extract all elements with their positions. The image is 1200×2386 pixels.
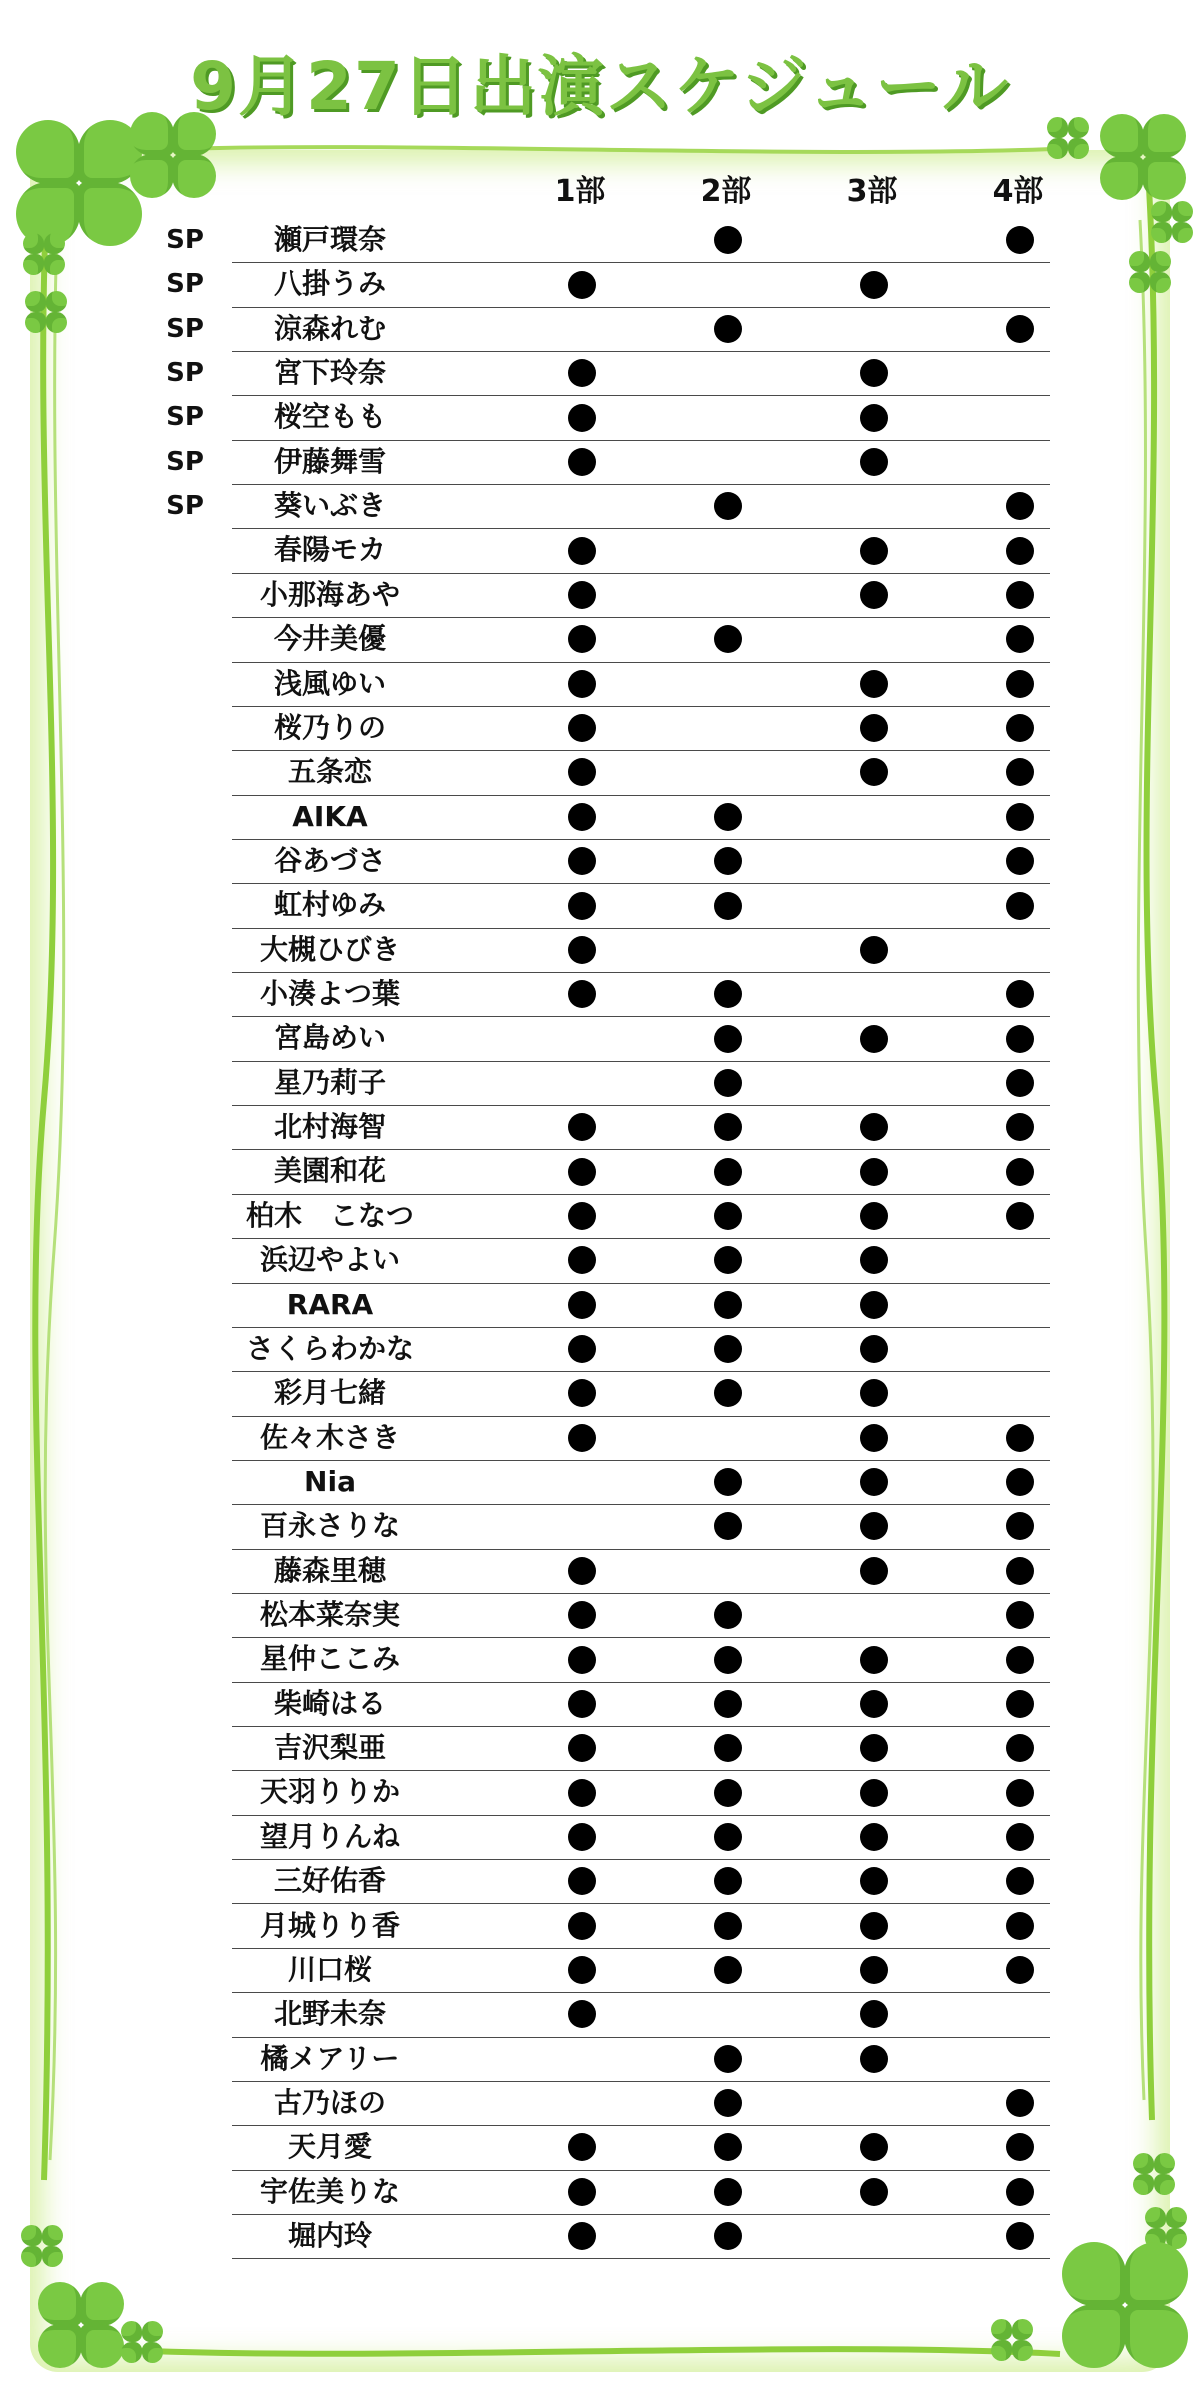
attendance-dot-part4 <box>1006 1912 1034 1940</box>
table-row <box>0 264 1200 308</box>
attendance-dot-part1 <box>568 359 596 387</box>
performer-name: 松本菜奈実 <box>259 1598 400 1632</box>
performer-name: 古乃ほの <box>273 2085 386 2119</box>
table-row <box>0 1772 1200 1816</box>
attendance-dot-part3 <box>860 448 888 476</box>
attendance-dot-part4 <box>1006 1557 1034 1585</box>
attendance-dot-part2 <box>714 1246 742 1274</box>
attendance-dot-part3 <box>860 404 888 432</box>
table-row <box>0 1728 1200 1772</box>
table-row <box>0 1906 1200 1950</box>
attendance-dot-part3 <box>860 1779 888 1807</box>
attendance-dot-part2 <box>714 1202 742 1230</box>
attendance-dot-part1 <box>568 714 596 742</box>
table-row <box>0 2172 1200 2216</box>
table-row <box>0 797 1200 841</box>
attendance-dot-part1 <box>568 1291 596 1319</box>
attendance-dot-part1 <box>568 271 596 299</box>
row-divider <box>232 1327 1050 1328</box>
row-divider <box>232 1504 1050 1505</box>
performer-name: RARA <box>286 1287 374 1321</box>
attendance-dot-part2 <box>714 892 742 920</box>
attendance-dot-part4 <box>1006 1025 1034 1053</box>
row-divider <box>232 662 1050 663</box>
attendance-dot-part3 <box>860 670 888 698</box>
attendance-dot-part3 <box>860 1335 888 1363</box>
row-divider <box>232 1371 1050 1372</box>
performer-name: 北野未奈 <box>273 1997 386 2031</box>
attendance-dot-part3 <box>860 1690 888 1718</box>
column-header-part3: 3部 <box>846 174 898 209</box>
performer-name: 浅風ゆい <box>273 666 386 700</box>
attendance-dot-part4 <box>1006 892 1034 920</box>
table-row <box>0 1418 1200 1462</box>
sp-label: SP <box>166 313 204 344</box>
attendance-dot-part1 <box>568 1823 596 1851</box>
attendance-dot-part3 <box>860 1867 888 1895</box>
attendance-dot-part4 <box>1006 625 1034 653</box>
attendance-dot-part1 <box>568 936 596 964</box>
performer-name: AIKA <box>292 799 368 833</box>
row-divider <box>232 1416 1050 1417</box>
attendance-dot-part4 <box>1006 670 1034 698</box>
attendance-dot-part2 <box>714 625 742 653</box>
table-row <box>0 486 1200 530</box>
performer-name: 瀬戸環奈 <box>273 223 386 256</box>
attendance-dot-part4 <box>1006 847 1034 875</box>
row-divider <box>232 1016 1050 1017</box>
attendance-dot-part2 <box>714 1025 742 1053</box>
performer-name: 小那海あや <box>259 577 400 611</box>
attendance-dot-part1 <box>568 1912 596 1940</box>
attendance-dot-part1 <box>568 892 596 920</box>
performer-name: 桜空もも <box>273 400 386 434</box>
attendance-dot-part2 <box>714 2222 742 2250</box>
row-divider <box>232 1859 1050 1860</box>
attendance-dot-part4 <box>1006 1823 1034 1851</box>
table-row <box>0 1462 1200 1506</box>
row-divider <box>232 1149 1050 1150</box>
performer-name: 百永さりな <box>259 1509 400 1543</box>
attendance-dot-part4 <box>1006 1690 1034 1718</box>
attendance-dot-part3 <box>860 1557 888 1585</box>
table-row <box>0 2216 1200 2260</box>
attendance-dot-part3 <box>860 1379 888 1407</box>
attendance-dot-part4 <box>1006 1734 1034 1762</box>
performer-name: 虹村ゆみ <box>273 888 386 922</box>
sp-label: SP <box>166 446 204 477</box>
attendance-dot-part1 <box>568 1690 596 1718</box>
performer-name: 柏木 こなつ <box>245 1198 414 1232</box>
attendance-dot-part2 <box>714 492 742 520</box>
row-divider <box>232 2170 1050 2171</box>
attendance-dot-part2 <box>714 315 742 343</box>
table-row <box>0 1817 1200 1861</box>
attendance-dot-part3 <box>860 2000 888 2028</box>
table-row <box>0 1551 1200 1595</box>
attendance-dot-part3 <box>860 1291 888 1319</box>
attendance-dot-part1 <box>568 1113 596 1141</box>
row-divider <box>232 839 1050 840</box>
performer-name: 月城りり香 <box>259 1908 400 1942</box>
row-divider <box>232 2125 1050 2126</box>
attendance-dot-part4 <box>1006 714 1034 742</box>
row-divider <box>232 1549 1050 1550</box>
table-row <box>0 2039 1200 2083</box>
attendance-dot-part2 <box>714 1468 742 1496</box>
row-divider <box>232 2081 1050 2082</box>
row-divider <box>232 1992 1050 1993</box>
attendance-dot-part1 <box>568 537 596 565</box>
performer-name: 浜辺やよい <box>259 1243 400 1277</box>
attendance-dot-part1 <box>568 1424 596 1452</box>
attendance-dot-part2 <box>714 1867 742 1895</box>
attendance-dot-part2 <box>714 1335 742 1363</box>
attendance-dot-part2 <box>714 1512 742 1540</box>
performer-name: 宮下玲奈 <box>273 356 386 390</box>
attendance-dot-part4 <box>1006 980 1034 1008</box>
row-divider <box>232 1061 1050 1062</box>
table-row <box>0 752 1200 796</box>
performer-name: 葵いぶき <box>273 489 386 523</box>
attendance-dot-part2 <box>714 2089 742 2117</box>
table-row <box>0 1639 1200 1683</box>
attendance-dot-part3 <box>860 1202 888 1230</box>
attendance-dot-part3 <box>860 1956 888 1984</box>
table-row <box>0 442 1200 486</box>
performer-name: 佐々木さき <box>259 1420 400 1454</box>
performer-name: 藤森里穂 <box>273 1553 386 1587</box>
performer-name: 彩月七緒 <box>273 1376 386 1410</box>
table-row <box>0 1196 1200 1240</box>
performer-name: 五条恋 <box>287 755 372 789</box>
attendance-dot-part4 <box>1006 758 1034 786</box>
attendance-dot-part3 <box>860 714 888 742</box>
performer-name: 桜乃りの <box>273 710 386 744</box>
attendance-dot-part4 <box>1006 537 1034 565</box>
table-row <box>0 220 1200 264</box>
attendance-dot-part2 <box>714 1823 742 1851</box>
row-divider <box>232 1460 1050 1461</box>
attendance-dot-part1 <box>568 803 596 831</box>
attendance-dot-part2 <box>714 1690 742 1718</box>
table-row <box>0 930 1200 974</box>
attendance-dot-part4 <box>1006 1956 1034 1984</box>
performer-name: 涼森れむ <box>273 311 386 345</box>
sp-label: SP <box>166 225 204 255</box>
performer-name: 伊藤舞雪 <box>273 444 386 478</box>
attendance-dot-part1 <box>568 581 596 609</box>
sp-label: SP <box>166 402 204 433</box>
table-row <box>0 1018 1200 1062</box>
row-divider <box>232 573 1050 574</box>
row-divider <box>232 440 1050 441</box>
attendance-dot-part2 <box>714 1379 742 1407</box>
attendance-dot-part3 <box>860 1113 888 1141</box>
performer-name: 星乃莉子 <box>273 1065 386 1099</box>
performer-name: 天月愛 <box>287 2130 372 2164</box>
attendance-dot-part1 <box>568 670 596 698</box>
row-divider <box>232 617 1050 618</box>
attendance-dot-part3 <box>860 1734 888 1762</box>
table-row <box>0 2127 1200 2171</box>
attendance-dot-part2 <box>714 1291 742 1319</box>
performer-name: 美園和花 <box>273 1154 386 1188</box>
attendance-dot-part3 <box>860 936 888 964</box>
attendance-dot-part4 <box>1006 2178 1034 2206</box>
attendance-dot-part2 <box>714 1601 742 1629</box>
clover-icon <box>990 2318 1034 2362</box>
attendance-dot-part1 <box>568 1779 596 1807</box>
attendance-dot-part3 <box>860 581 888 609</box>
attendance-dot-part2 <box>714 1912 742 1940</box>
attendance-dot-part3 <box>860 1512 888 1540</box>
performer-name: 北村海智 <box>273 1110 386 1144</box>
attendance-dot-part2 <box>714 1956 742 1984</box>
table-row <box>0 1861 1200 1905</box>
attendance-dot-part1 <box>568 2000 596 2028</box>
sp-label: SP <box>166 269 204 300</box>
attendance-dot-part1 <box>568 1158 596 1186</box>
attendance-dot-part3 <box>860 1823 888 1851</box>
attendance-dot-part2 <box>714 1158 742 1186</box>
row-divider <box>232 2214 1050 2215</box>
attendance-dot-part4 <box>1006 2089 1034 2117</box>
attendance-dot-part4 <box>1006 1069 1034 1097</box>
table-row <box>0 708 1200 752</box>
attendance-dot-part2 <box>714 1734 742 1762</box>
performer-name: 吉沢梨亜 <box>273 1731 386 1765</box>
attendance-dot-part2 <box>714 1646 742 1674</box>
row-divider <box>232 2037 1050 2038</box>
row-divider <box>232 395 1050 396</box>
table-row <box>0 1950 1200 1994</box>
attendance-dot-part4 <box>1006 492 1034 520</box>
row-divider <box>232 1637 1050 1638</box>
attendance-dot-part3 <box>860 1246 888 1274</box>
performer-name: 望月りんね <box>259 1819 400 1853</box>
performer-name: 堀内玲 <box>287 2219 372 2252</box>
attendance-dot-part4 <box>1006 1468 1034 1496</box>
table-row <box>0 664 1200 708</box>
attendance-dot-part1 <box>568 1601 596 1629</box>
performer-name: 川口桜 <box>287 1952 372 1986</box>
attendance-dot-part1 <box>568 404 596 432</box>
attendance-dot-part4 <box>1006 1158 1034 1186</box>
attendance-dot-part4 <box>1006 2133 1034 2161</box>
row-divider <box>232 2258 1050 2259</box>
attendance-dot-part3 <box>860 359 888 387</box>
performer-name: 今井美優 <box>273 622 386 656</box>
table-row <box>0 1595 1200 1639</box>
attendance-dot-part2 <box>714 1069 742 1097</box>
table-row <box>0 575 1200 619</box>
attendance-dot-part1 <box>568 1956 596 1984</box>
row-divider <box>232 750 1050 751</box>
row-divider <box>232 1593 1050 1594</box>
row-divider <box>232 1948 1050 1949</box>
attendance-dot-part1 <box>568 448 596 476</box>
row-divider <box>232 972 1050 973</box>
attendance-dot-part1 <box>568 1202 596 1230</box>
attendance-dot-part1 <box>568 847 596 875</box>
attendance-dot-part3 <box>860 1158 888 1186</box>
sp-label: SP <box>166 491 204 522</box>
row-divider <box>232 484 1050 485</box>
attendance-dot-part3 <box>860 1424 888 1452</box>
table-row <box>0 309 1200 353</box>
table-row <box>0 841 1200 885</box>
table-row <box>0 353 1200 397</box>
performer-name: 柴崎はる <box>273 1686 386 1720</box>
attendance-dot-part4 <box>1006 581 1034 609</box>
row-divider <box>232 1238 1050 1239</box>
attendance-dot-part3 <box>860 1468 888 1496</box>
attendance-dot-part3 <box>860 2045 888 2073</box>
row-divider <box>232 795 1050 796</box>
attendance-dot-part4 <box>1006 1646 1034 1674</box>
attendance-dot-part4 <box>1006 1601 1034 1629</box>
performer-name: 三好佑香 <box>273 1864 386 1898</box>
page-title: 9月27日出演スケジュール <box>190 48 1010 125</box>
table-row <box>0 1063 1200 1107</box>
row-divider <box>232 262 1050 263</box>
table-row <box>0 1506 1200 1550</box>
table-row <box>0 974 1200 1018</box>
attendance-dot-part1 <box>568 625 596 653</box>
attendance-dot-part4 <box>1006 226 1034 254</box>
column-header-part2: 2部 <box>700 174 752 209</box>
attendance-dot-part3 <box>860 271 888 299</box>
attendance-dot-part2 <box>714 226 742 254</box>
attendance-dot-part1 <box>568 2133 596 2161</box>
performer-name: さくらわかな <box>245 1331 414 1365</box>
attendance-dot-part3 <box>860 1646 888 1674</box>
attendance-dot-part4 <box>1006 803 1034 831</box>
attendance-dot-part1 <box>568 980 596 1008</box>
clover-icon <box>36 2280 126 2370</box>
attendance-dot-part4 <box>1006 315 1034 343</box>
attendance-dot-part2 <box>714 1779 742 1807</box>
attendance-dot-part4 <box>1006 1113 1034 1141</box>
row-divider <box>232 706 1050 707</box>
performer-name: 天羽りりか <box>259 1775 400 1809</box>
attendance-dot-part4 <box>1006 1424 1034 1452</box>
table-row <box>0 1329 1200 1373</box>
performer-name: 宇佐美りな <box>259 2174 400 2208</box>
attendance-dot-part1 <box>568 1379 596 1407</box>
row-divider <box>232 1770 1050 1771</box>
attendance-dot-part3 <box>860 1912 888 1940</box>
table-row <box>0 619 1200 663</box>
attendance-dot-part1 <box>568 1335 596 1363</box>
row-divider <box>232 528 1050 529</box>
row-divider <box>232 883 1050 884</box>
attendance-dot-part1 <box>568 758 596 786</box>
attendance-dot-part2 <box>714 847 742 875</box>
row-divider <box>232 1682 1050 1683</box>
row-divider <box>232 307 1050 308</box>
attendance-dot-part1 <box>568 1557 596 1585</box>
table-row <box>0 1107 1200 1151</box>
attendance-dot-part2 <box>714 980 742 1008</box>
performer-name: 橘メアリー <box>260 2041 400 2075</box>
table-row <box>0 885 1200 929</box>
attendance-dot-part2 <box>714 803 742 831</box>
attendance-dot-part1 <box>568 1646 596 1674</box>
attendance-dot-part3 <box>860 2178 888 2206</box>
performer-name: Nia <box>304 1464 356 1498</box>
attendance-dot-part4 <box>1006 2222 1034 2250</box>
row-divider <box>232 928 1050 929</box>
attendance-dot-part3 <box>860 758 888 786</box>
attendance-dot-part1 <box>568 1246 596 1274</box>
attendance-dot-part1 <box>568 2178 596 2206</box>
attendance-dot-part4 <box>1006 1512 1034 1540</box>
row-divider <box>232 1903 1050 1904</box>
attendance-dot-part1 <box>568 1734 596 1762</box>
row-divider <box>232 1105 1050 1106</box>
performer-name: 八掛うみ <box>273 267 386 301</box>
table-row <box>0 1285 1200 1329</box>
column-header-part4: 4部 <box>992 174 1044 209</box>
attendance-dot-part2 <box>714 2133 742 2161</box>
column-header-part1: 1部 <box>554 174 606 209</box>
table-row <box>0 1994 1200 2038</box>
performer-name: 小湊よつ葉 <box>259 977 400 1011</box>
attendance-dot-part3 <box>860 537 888 565</box>
clover-icon <box>120 2320 164 2364</box>
attendance-dot-part2 <box>714 2045 742 2073</box>
performer-name: 谷あづさ <box>273 843 386 877</box>
row-divider <box>232 1194 1050 1195</box>
performer-name: 宮島めい <box>273 1021 386 1055</box>
performer-name: 大槻ひびき <box>259 932 400 966</box>
performer-name: 春陽モカ <box>273 533 386 567</box>
attendance-dot-part2 <box>714 2178 742 2206</box>
attendance-dot-part3 <box>860 2133 888 2161</box>
table-row <box>0 397 1200 441</box>
table-row <box>0 1240 1200 1284</box>
attendance-dot-part3 <box>860 1025 888 1053</box>
table-row <box>0 2083 1200 2127</box>
table-row <box>0 1684 1200 1728</box>
attendance-dot-part1 <box>568 1867 596 1895</box>
table-row <box>0 1373 1200 1417</box>
sp-label: SP <box>166 358 204 389</box>
row-divider <box>232 1726 1050 1727</box>
attendance-dot-part1 <box>568 2222 596 2250</box>
row-divider <box>232 1283 1050 1284</box>
table-row <box>0 1151 1200 1195</box>
performer-name: 星仲ここみ <box>259 1642 400 1676</box>
row-divider <box>232 1815 1050 1816</box>
row-divider <box>232 351 1050 352</box>
attendance-dot-part4 <box>1006 1867 1034 1895</box>
attendance-dot-part4 <box>1006 1202 1034 1230</box>
attendance-dot-part4 <box>1006 1779 1034 1807</box>
attendance-dot-part2 <box>714 1113 742 1141</box>
table-row <box>0 530 1200 574</box>
